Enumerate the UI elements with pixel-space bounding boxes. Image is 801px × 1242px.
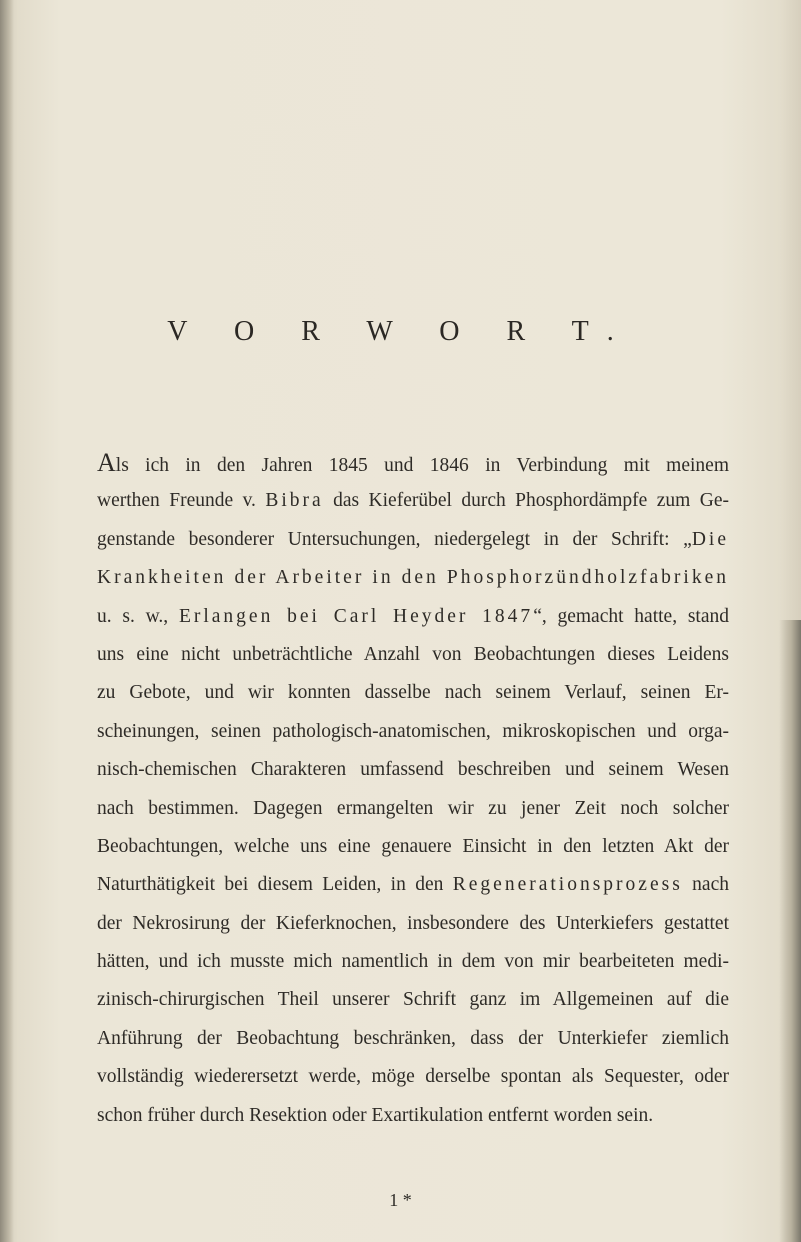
text-line bbox=[97, 905, 729, 943]
spaced-emphasis-text: Die bbox=[691, 528, 729, 550]
text-line bbox=[97, 713, 729, 751]
text-line bbox=[97, 866, 729, 904]
page-edge-shadow-right bbox=[779, 620, 801, 1242]
initial-letter: A bbox=[97, 448, 116, 477]
text-segment: scheinungen, seinen pathologisch-anatomischen, mikroskopischen und orga- bbox=[97, 720, 729, 742]
text-segment: Beobachtungen, welche uns eine genauere Einsicht in den letzten Akt der bbox=[97, 835, 729, 857]
text-segment: schon früher durch Resektion oder Exartikulation entfernt worden sein. bbox=[97, 1104, 654, 1126]
text-segment: u. s. w., bbox=[97, 605, 179, 627]
text-segment: Anführung der Beobachtung beschränken, dass der Unterkiefer ziemlich bbox=[97, 1027, 729, 1049]
text-line bbox=[97, 1020, 729, 1058]
text-segment: der Nekrosirung der Kieferknochen, insbesondere des Unterkiefers gestattet bbox=[97, 912, 729, 934]
text-segment: das Kieferübel durch Phosphordämpfe zum Ge- bbox=[323, 490, 729, 512]
text-segment: hätten, und ich musste mich namentlich in dem von mir bearbeiteten medi- bbox=[97, 951, 729, 973]
text-line bbox=[97, 790, 729, 828]
text-segment: nisch-chemischen Charakteren umfassend beschreiben und seinem Wesen bbox=[97, 759, 729, 781]
page-edge-shadow-left bbox=[0, 0, 14, 1242]
text-segment: zu Gebote, und wir konnten dasselbe nach seinem Verlauf, seinen Er- bbox=[97, 682, 729, 704]
text-segment: vollständig wiederersetzt werde, möge derselbe spontan als Sequester, oder bbox=[97, 1066, 729, 1088]
spaced-emphasis-text: Krankheiten der Arbeiter in den Phosphorzündholzfabriken bbox=[97, 567, 729, 589]
text-segment: nach bestimmen. Dagegen ermangelten wir zu jener Zeit noch solcher bbox=[97, 797, 729, 819]
text-segment: “, gemacht hatte, stand bbox=[533, 605, 729, 627]
text-segment: zinisch-chirurgischen Theil unserer Schrift ganz im Allgemeinen auf die bbox=[97, 989, 729, 1011]
text-line bbox=[97, 828, 729, 866]
text-segment: genstande besonderer Untersuchungen, niedergelegt in der Schrift: „ bbox=[97, 528, 692, 550]
text-line bbox=[97, 1097, 729, 1135]
text-line bbox=[97, 943, 729, 981]
spaced-emphasis-text: Regenerationsprozess bbox=[452, 874, 683, 896]
text-line bbox=[97, 674, 729, 712]
spaced-emphasis-text: Erlangen bei Carl Heyder 1847 bbox=[178, 605, 534, 627]
text-line bbox=[97, 751, 729, 789]
text-segment: werthen Freunde v. bbox=[97, 490, 266, 512]
foreword-paragraph bbox=[97, 444, 729, 1135]
signature-mark: 1 * bbox=[389, 1190, 412, 1210]
text-segment: nach bbox=[682, 874, 729, 896]
text-line bbox=[97, 598, 729, 636]
text-segment: ls ich in den Jahren 1845 und 1846 in Verbindung mit meinem bbox=[115, 455, 729, 476]
text-line bbox=[97, 981, 729, 1019]
text-line bbox=[97, 444, 729, 482]
text-segment: Naturthätigkeit bei diesem Leiden, in den bbox=[97, 874, 453, 896]
text-segment: uns eine nicht unbeträchtliche Anzahl von Beobachtungen dieses Leidens bbox=[97, 643, 729, 665]
text-line bbox=[97, 1058, 729, 1096]
page-heading: V O R W O R T. bbox=[167, 316, 634, 347]
text-line bbox=[97, 482, 729, 520]
text-line bbox=[97, 636, 729, 674]
text-line bbox=[97, 559, 729, 597]
spaced-emphasis-text: Bibra bbox=[265, 490, 324, 512]
text-line bbox=[97, 521, 729, 559]
